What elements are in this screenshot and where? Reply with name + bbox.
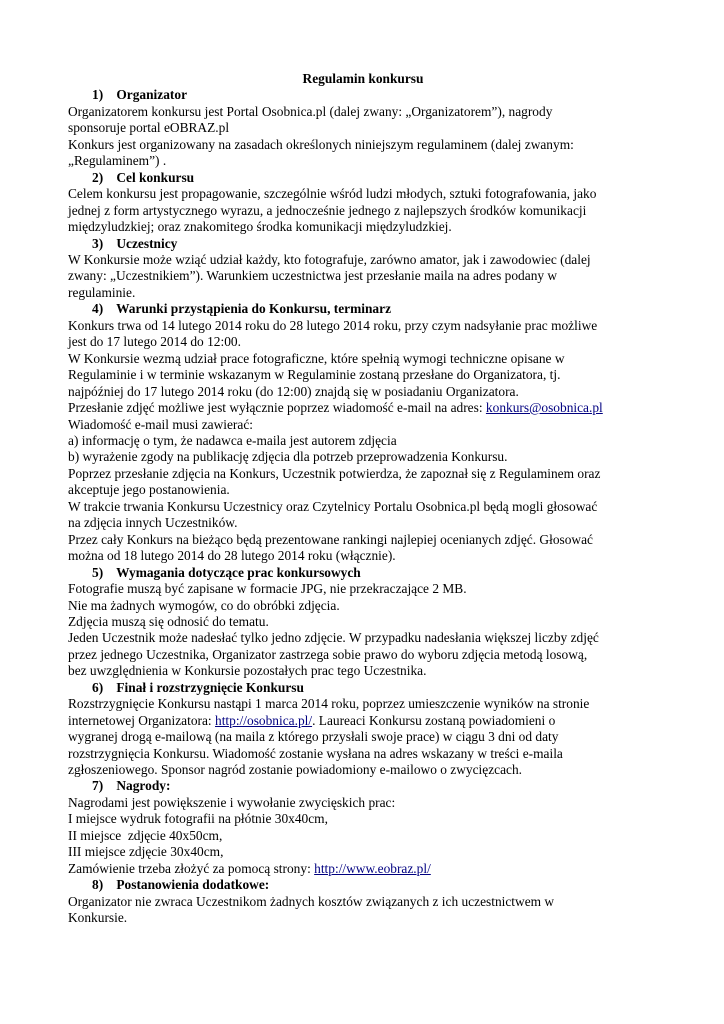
paragraph bbox=[68, 351, 658, 400]
paragraph bbox=[68, 894, 658, 927]
text-line: a) informację o tym, że nadawca e-maila jest autorem zdjęcia bbox=[68, 432, 397, 448]
section-title: Postanowienia dodatkowe: bbox=[116, 877, 270, 893]
text-line: wygranej drogą e-mailową (na maila z którego przysłali swoje prace) w ciągu 3 dni od daty bbox=[68, 729, 559, 745]
section-title: Wymagania dotyczące prac konkursowych bbox=[116, 564, 361, 580]
paragraph bbox=[68, 137, 658, 170]
paragraph bbox=[68, 104, 658, 137]
paragraph bbox=[68, 499, 658, 532]
section-heading-additional bbox=[68, 877, 658, 893]
section-heading-final bbox=[68, 680, 658, 696]
text-line: Fotografie muszą być zapisane w formacie JPG, nie przekraczające 2 MB. bbox=[68, 581, 467, 597]
section-number: 6) bbox=[92, 679, 104, 695]
section-title: Cel konkursu bbox=[116, 169, 195, 185]
text-line: b) wyrażenie zgody na publikację zdjęcia dla potrzeb przeprowadzenia Konkursu. bbox=[68, 449, 508, 465]
text-line: zgłoszeniowego. Sponsor nagród zostanie powiadomiony e-mailowo o zwycięzcach. bbox=[68, 762, 523, 778]
list-item bbox=[68, 433, 658, 449]
text-line: Przez cały Konkurs na bieżąco będą prezentowane rankingi najlepiej ocenianych zdjęć. Głosować bbox=[68, 531, 593, 547]
section-title: Warunki przystąpienia do Konkursu, terminarz bbox=[116, 301, 392, 317]
text-line: II miejsce zdjęcie 40x50cm, bbox=[68, 827, 223, 843]
text-line: Regulaminie i w terminie wskazanym w Regulaminie zostaną przesłane do Organizatora, tj. bbox=[68, 367, 561, 383]
text-line: rozstrzygnięcia Konkursu. Wiadomość zostanie wysłana na adres wskazany w treści e-maila bbox=[68, 745, 563, 761]
text-line: „Regulaminem”) . bbox=[68, 153, 167, 169]
text-line: jest do 17 lutego 2014 do 12:00. bbox=[68, 334, 241, 350]
text-line: Jeden Uczestnik może nadesłać tylko jedno zdjęcie. W przypadku nadesłania większej liczby zdjęć bbox=[68, 630, 599, 646]
text-line: zwany: „Uczestnikiem”). Warunkiem uczestnictwa jest przesłanie maila na adres podany w bbox=[68, 268, 558, 284]
paragraph bbox=[68, 318, 658, 351]
section-number: 8) bbox=[92, 877, 104, 893]
email-link[interactable]: konkurs@osobnica.pl bbox=[485, 400, 603, 416]
text-line: W Konkursie wezmą udział prace fotograficzne, które spełnią wymogi techniczne opisane w bbox=[68, 350, 565, 366]
section-title: Nagrody: bbox=[116, 778, 171, 794]
paragraph bbox=[68, 400, 658, 416]
text-line: . Laureaci Konkursu zostaną powiadomieni o bbox=[312, 712, 556, 728]
paragraph bbox=[68, 795, 658, 811]
text-line: Przesłanie zdjęć możliwe jest wyłącznie poprzez wiadomość e-mail na adres: bbox=[68, 400, 486, 416]
paragraph bbox=[68, 417, 658, 433]
paragraph bbox=[68, 861, 658, 877]
text-line: Konkursie. bbox=[68, 910, 128, 926]
paragraph bbox=[68, 581, 658, 597]
osobnica-link[interactable]: http://osobnica.pl/ bbox=[215, 712, 313, 728]
text-line: internetowej Organizatora: bbox=[68, 712, 215, 728]
document-title: Regulamin konkursu bbox=[302, 71, 424, 86]
section-number: 2) bbox=[92, 169, 104, 185]
text-line: na zdjęcia innych Uczestników. bbox=[68, 515, 238, 531]
text-line: przez jednego Uczestnika, Organizator zastrzega sobie prawo do wyboru zdjęcia metodą losową, bbox=[68, 646, 588, 662]
text-line: regulaminie. bbox=[68, 284, 136, 300]
text-line: najpóźniej do 17 lutego 2014 roku (do 12:00) znajdą się w posiadaniu Organizatora. bbox=[68, 383, 519, 399]
text-line: Rozstrzygnięcie Konkursu nastąpi 1 marca 2014 roku, poprzez umieszczenie wyników na stronie bbox=[68, 696, 590, 712]
text-line: Konkurs trwa od 14 lutego 2014 roku do 28 lutego 2014 roku, przy czym nadsyłanie prac możliwe bbox=[68, 317, 598, 333]
text-line: Wiadomość e-mail musi zawierać: bbox=[68, 416, 253, 432]
section-title: Finał i rozstrzygnięcie Konkursu bbox=[116, 679, 304, 695]
text-line: Zdjęcia muszą się odnosić do tematu. bbox=[68, 613, 269, 629]
section-number: 5) bbox=[92, 564, 104, 580]
prize-item bbox=[68, 811, 658, 827]
text-line: Organizatorem konkursu jest Portal Osobnica.pl (dalej zwany: „Organizatorem”), nagrody bbox=[68, 103, 553, 119]
text-line: Zamówienie trzeba złożyć za pomocą strony: bbox=[68, 860, 315, 876]
text-line: Nagrodami jest powiększenie i wywołanie zwycięskich prac: bbox=[68, 794, 396, 810]
text-line: bez uwzględnienia w Konkursie pozostałych prac tego Uczestnika. bbox=[68, 663, 427, 679]
section-heading-organizer bbox=[68, 87, 658, 103]
section-number: 3) bbox=[92, 235, 104, 251]
text-line: jednej z form artystycznego wyrazu, a jednocześnie jednego z najlepszych środków komunikacji bbox=[68, 202, 587, 218]
text-line: III miejsce zdjęcie 30x40cm, bbox=[68, 844, 224, 860]
text-line: I miejsce wydruk fotografii na płótnie 30x40cm, bbox=[68, 811, 328, 827]
section-heading-participants bbox=[68, 236, 658, 252]
section-heading-prizes bbox=[68, 778, 658, 794]
section-title: Uczestnicy bbox=[116, 235, 178, 251]
text-line: W trakcie trwania Konkursu Uczestnicy oraz Czytelnicy Portalu Osobnica.pl będą mogli głosować bbox=[68, 498, 598, 514]
prize-item bbox=[68, 844, 658, 860]
regulations-document bbox=[68, 71, 658, 927]
section-heading-goal bbox=[68, 170, 658, 186]
paragraph bbox=[68, 696, 658, 778]
text-line: Nie ma żadnych wymogów, co do obróbki zdjęcia. bbox=[68, 597, 340, 613]
section-number: 7) bbox=[92, 778, 104, 794]
section-heading-requirements bbox=[68, 565, 658, 581]
list-item bbox=[68, 449, 658, 465]
paragraph bbox=[68, 598, 658, 614]
eobraz-link[interactable]: http://www.eobraz.pl/ bbox=[314, 860, 431, 876]
text-line: Celem konkursu jest propagowanie, szczególnie wśród ludzi młodych, sztuki fotografowania, jako bbox=[68, 186, 597, 202]
paragraph bbox=[68, 532, 658, 565]
section-number: 1) bbox=[92, 87, 104, 103]
text-line: Organizator nie zwraca Uczestnikom żadnych kosztów związanych z ich uczestnictwem w bbox=[68, 893, 555, 909]
text-line: akceptuje jego postanowienia. bbox=[68, 482, 230, 498]
text-line: Poprzez przesłanie zdjęcia na Konkurs, Uczestnik potwierdza, że zapoznał się z Regulaminem oraz bbox=[68, 465, 601, 481]
section-number: 4) bbox=[92, 301, 104, 317]
section-title: Organizator bbox=[116, 87, 188, 103]
text-line: W Konkursie może wziąć udział każdy, kto fotografuje, zarówno amator, jak i zawodowiec (dalej bbox=[68, 251, 591, 267]
text-line: można od 18 lutego 2014 do 28 lutego 2014 roku (włącznie). bbox=[68, 548, 396, 564]
paragraph bbox=[68, 614, 658, 630]
text-line: międzyludzkiej; oraz znakomitego środka komunikacji międzyludzkiej. bbox=[68, 219, 452, 235]
section-heading-conditions bbox=[68, 301, 658, 317]
prize-item bbox=[68, 828, 658, 844]
paragraph bbox=[68, 630, 658, 679]
paragraph bbox=[68, 252, 658, 301]
text-line: Konkurs jest organizowany na zasadach określonych niniejszym regulaminem (dalej zwanym: bbox=[68, 136, 574, 152]
text-line: sponsoruje portal eOBRAZ.pl bbox=[68, 120, 230, 136]
paragraph bbox=[68, 466, 658, 499]
paragraph bbox=[68, 186, 658, 235]
